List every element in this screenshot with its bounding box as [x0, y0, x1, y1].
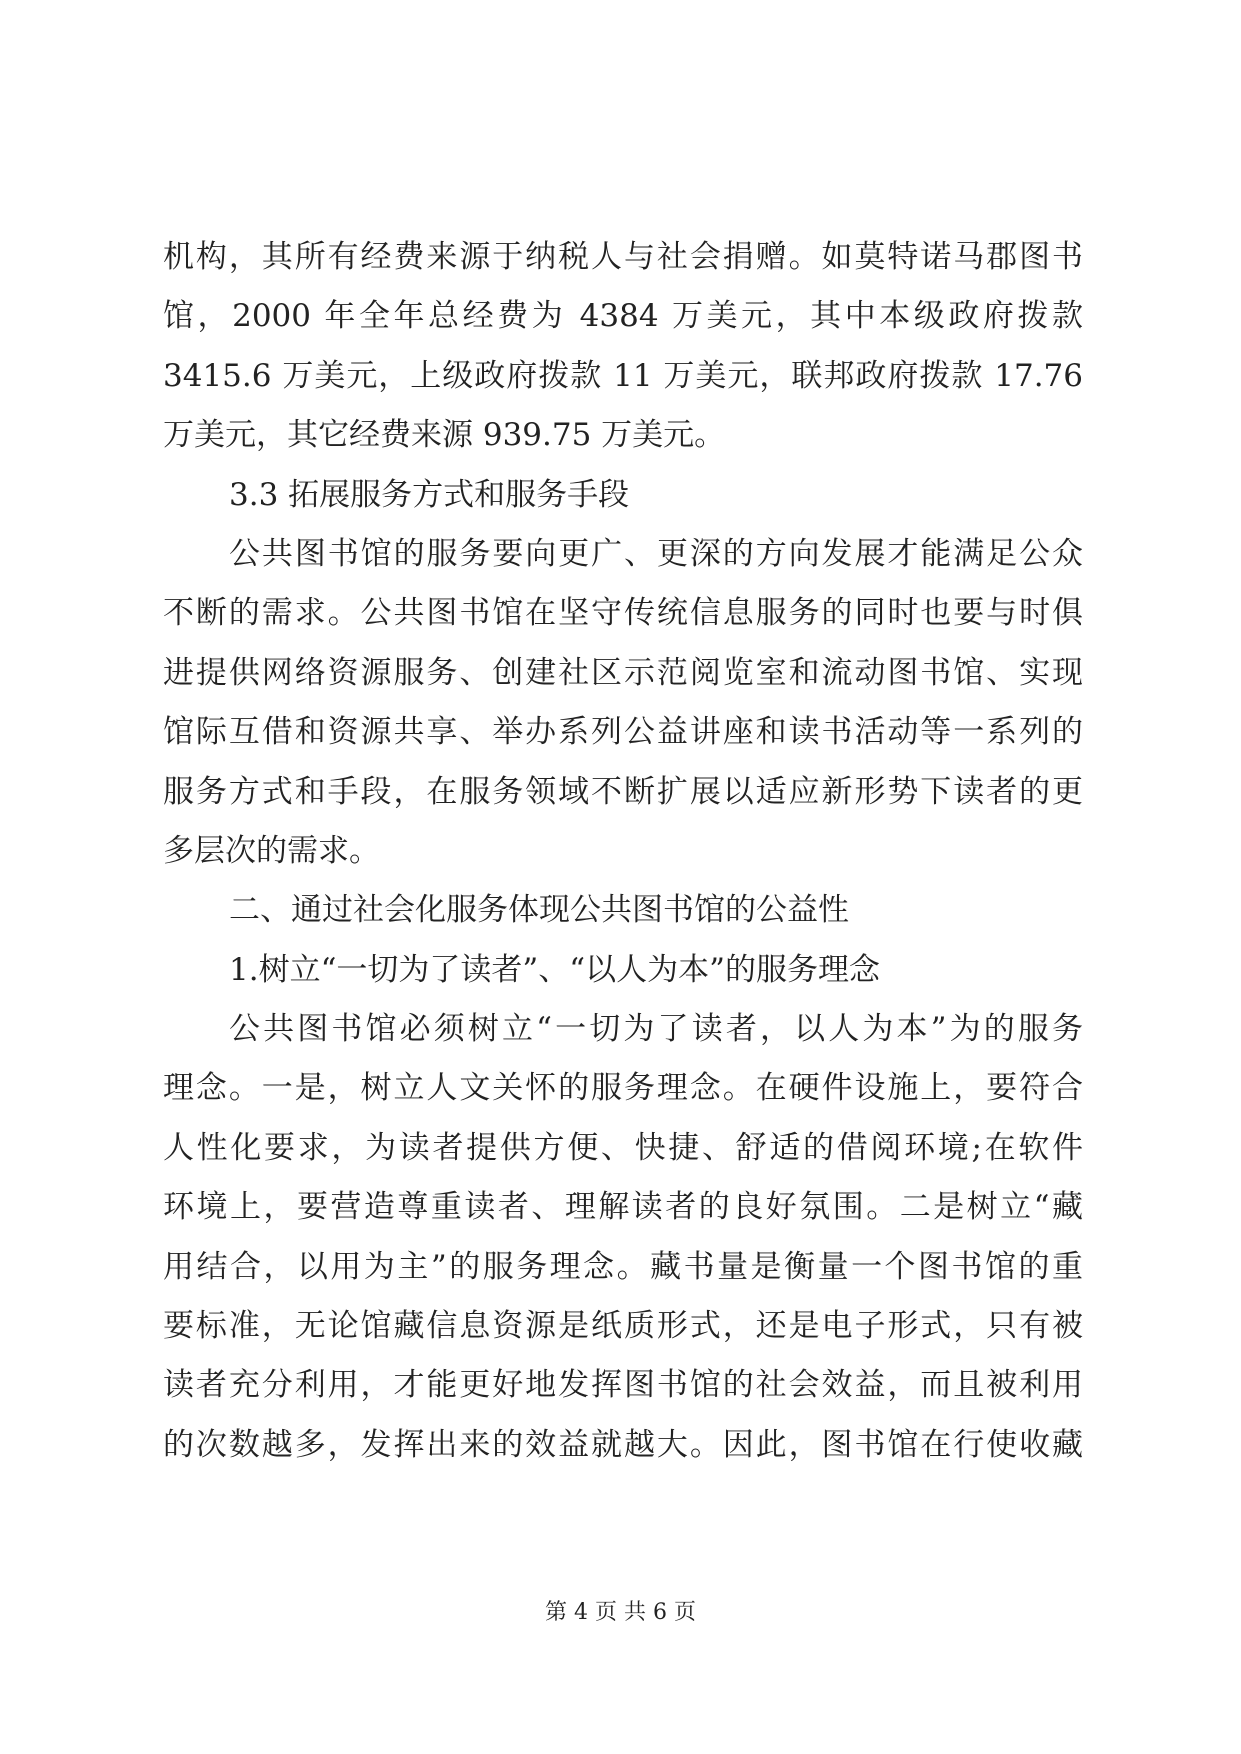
- text-line: 的次数越多，发挥出来的效益就越大。因此，图书馆在行使收藏: [163, 1426, 1083, 1463]
- text-line: 不断的需求。公共图书馆在坚守传统信息服务的同时也要与时俱: [163, 595, 1083, 632]
- text-line: 环境上，要营造尊重读者、理解读者的良好氛围。二是树立“藏: [163, 1189, 1083, 1226]
- text-line: 多层次的需求。: [163, 832, 380, 869]
- text-line: 3415.6 万美元，上级政府拨款 11 万美元，联邦政府拨款 17.76: [163, 357, 1083, 394]
- page-number: 第 4 页 共 6 页: [545, 1600, 696, 1625]
- section-heading: 3.3 拓展服务方式和服务手段: [229, 476, 630, 513]
- page-footer: [0, 1598, 1241, 1628]
- text-line: 要标准，无论馆藏信息资源是纸质形式，还是电子形式，只有被: [163, 1308, 1083, 1345]
- text-line: 人性化要求，为读者提供方便、快捷、舒适的借阅环境;在软件: [163, 1129, 1083, 1166]
- text-line: 机构，其所有经费来源于纳税人与社会捐赠。如莫特诺马郡图书: [163, 239, 1083, 275]
- text-line: 服务方式和手段，在服务领域不断扩展以适应新形势下读者的更: [163, 773, 1083, 810]
- text-line: 理念。一是，树立人文关怀的服务理念。在硬件设施上，要符合: [163, 1070, 1083, 1107]
- text-line: 公共图书馆的服务要向更广、更深的方向发展才能满足公众: [229, 535, 1083, 572]
- text-line: 馆际互借和资源共享、举办系列公益讲座和读书活动等一系列的: [163, 714, 1083, 751]
- text-line: 读者充分利用，才能更好地发挥图书馆的社会效益，而且被利用: [163, 1367, 1083, 1404]
- text-line: 万美元，其它经费来源 939.75 万美元。: [163, 417, 726, 454]
- section-heading: 二、通过社会化服务体现公共图书馆的公益性: [229, 892, 849, 929]
- text-line: 馆，2000 年全年总经费为 4384 万美元，其中本级政府拨款: [163, 298, 1083, 335]
- body-text: [163, 228, 1083, 1475]
- text-line: 公共图书馆必须树立“一切为了读者，以人为本”为的服务: [229, 1011, 1083, 1048]
- text-line: 进提供网络资源服务、创建社区示范阅览室和流动图书馆、实现: [163, 654, 1083, 691]
- text-line: 用结合，以用为主”的服务理念。藏书量是衡量一个图书馆的重: [163, 1248, 1083, 1285]
- subsection-heading: 1.树立“一切为了读者”、“以人为本”的服务理念: [229, 951, 880, 988]
